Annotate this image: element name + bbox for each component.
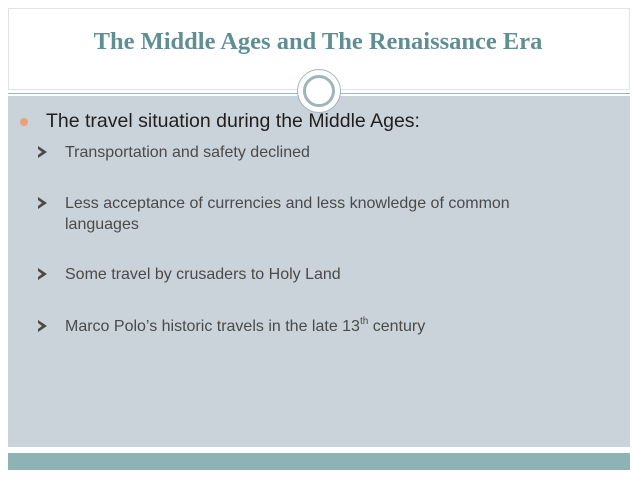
bullet-dot-icon [20,118,28,126]
sub-bullet-text: Transportation and safety declined [65,144,310,161]
sub-bullet-text: Less acceptance of currencies and less knowledge of common languages [65,195,510,233]
circle-ornament-icon [297,69,341,113]
slide-title: The Middle Ages and The Renaissance Era [93,28,543,55]
sub-bullet-item [38,264,575,285]
arrowhead-bullet-icon [38,197,47,209]
sub-bullet-text-main: Marco Polo’s historic travels in the late 13 [65,318,360,335]
sub-bullet-item [38,316,575,337]
sub-bullet-item [38,142,575,163]
arrowhead-bullet-icon [38,268,47,280]
circle-ornament-inner [303,75,335,107]
main-bullet [26,110,420,133]
bottom-accent-bar [8,453,630,470]
arrowhead-bullet-icon [38,320,47,332]
ordinal-superscript: th [359,315,369,327]
main-bullet-text: The travel situation during the Middle Ages: [46,110,420,132]
sub-bullet-text-end: century [368,318,426,335]
sub-bullet-item [38,193,575,235]
sub-bullet-text: Some travel by crusaders to Holy Land [65,266,341,283]
arrowhead-bullet-icon [38,146,47,158]
sub-bullet-text [65,316,575,337]
